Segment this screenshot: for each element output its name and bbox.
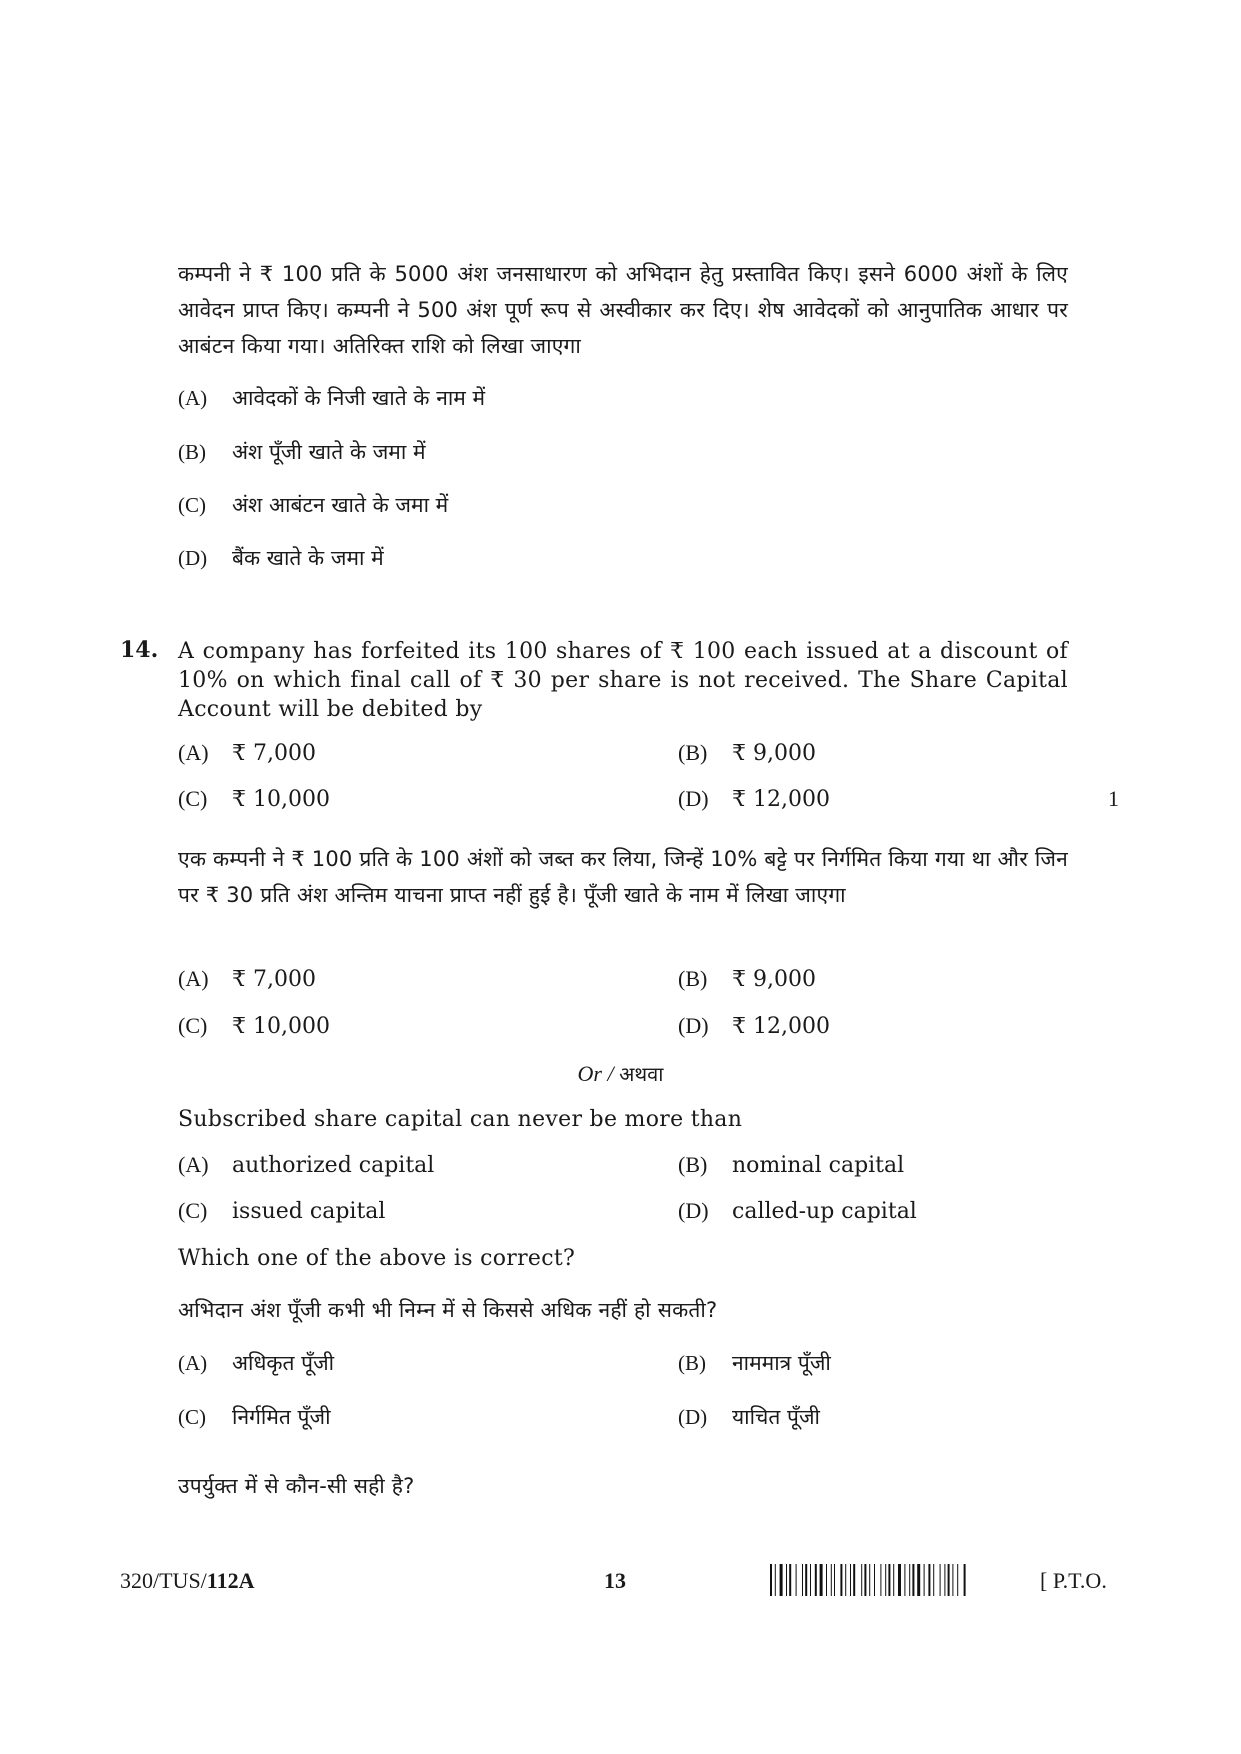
q14-hi-option-c: (C) ₹ 10,000 xyxy=(178,1013,330,1039)
q14-en-option-b: (B) ₹ 9,000 xyxy=(678,740,816,766)
marks: 1 xyxy=(1108,786,1119,811)
q14-alt-en-option-c: (C) issued capital xyxy=(178,1198,386,1224)
q14-alt-en-option-d: (D) called-up capital xyxy=(678,1198,917,1224)
q14-alt-en-option-a: (A) authorized capital xyxy=(178,1152,435,1178)
q14-alt-english-question: Which one of the above is correct? xyxy=(178,1246,576,1271)
q14-en-option-c: (C) ₹ 10,000 xyxy=(178,786,330,812)
q14-hindi-stem: एक कम्पनी ने ₹ 100 प्रति के 100 अंशों को जब्त कर लिया, जिन्हें 10% बट्टे पर निर्गमित किया गया था और जिन पर ₹ 30 प्रति अंश अन्तिम याचना प्राप्त नहीं हुई है। पूँजी खाते के नाम में लिखा जाएगा xyxy=(178,847,1068,907)
q13-option-b: (B) अंश पूँजी खाते के जमा में xyxy=(178,440,426,464)
q14-alt-hi-option-a: (A) अधिकृत पूँजी xyxy=(178,1351,335,1375)
q14-alt-english-stem: Subscribed share capital can never be more than xyxy=(178,1107,743,1132)
q13-hindi-stem: कम्पनी ने ₹ 100 प्रति के 5000 अंश जनसाधारण को अभिदान हेतु प्रस्तावित किए। इसने 6000 अंशों के लिए आवेदन प्राप्त किए। कम्पनी ने 500 अंश पूर्ण रूप से अस्वीकार कर दिए। शेष आवेदकों को आनुपातिक आधार पर आबंटन किया गया। अतिरिक्त राशि को लिखा जाएगा xyxy=(178,262,1068,358)
q14-alt-hindi-stem: अभिदान अंश पूँजी कभी भी निम्न में से किससे अधिक नहीं हो सकती? xyxy=(178,1298,718,1322)
q14-hi-option-b: (B) ₹ 9,000 xyxy=(678,966,816,992)
q14-alt-hindi-question: उपर्युक्त में से कौन-सी सही है? xyxy=(178,1474,415,1498)
barcode-icon xyxy=(770,1564,1028,1596)
q14-hi-option-d: (D) ₹ 12,000 xyxy=(678,1013,830,1039)
q14-alt-hi-option-b: (B) नाममात्र पूँजी xyxy=(678,1351,831,1375)
q14-alt-en-option-b: (B) nominal capital xyxy=(678,1152,905,1178)
q14-en-option-a: (A) ₹ 7,000 xyxy=(178,740,316,766)
or-separator: Or / अथवा xyxy=(577,1061,664,1086)
q13-option-a: (A) आवेदकों के निजी खाते के नाम में xyxy=(178,386,486,410)
q14-alt-hi-option-c: (C) निर्गमित पूँजी xyxy=(178,1405,331,1429)
q13-option-d: (D) बैंक खाते के जमा में xyxy=(178,546,384,570)
question-number: 14. xyxy=(120,637,159,663)
q14-alt-hi-option-d: (D) याचित पूँजी xyxy=(678,1405,820,1429)
page-number: 13 xyxy=(604,1568,626,1593)
paper-code: 320/TUS/112A xyxy=(120,1568,255,1593)
q14-english-stem: A company has forfeited its 100 shares of ₹ 100 each issued at a discount of 10% on which final call of ₹ 30 per share is not received. The Share Capital Account will be debited by xyxy=(178,639,1068,722)
pto-label: [ P.T.O. xyxy=(1040,1568,1107,1593)
q13-option-c: (C) अंश आबंटन खाते के जमा में xyxy=(178,493,449,517)
q14-hi-option-a: (A) ₹ 7,000 xyxy=(178,966,316,992)
q14-en-option-d: (D) ₹ 12,000 xyxy=(678,786,830,812)
